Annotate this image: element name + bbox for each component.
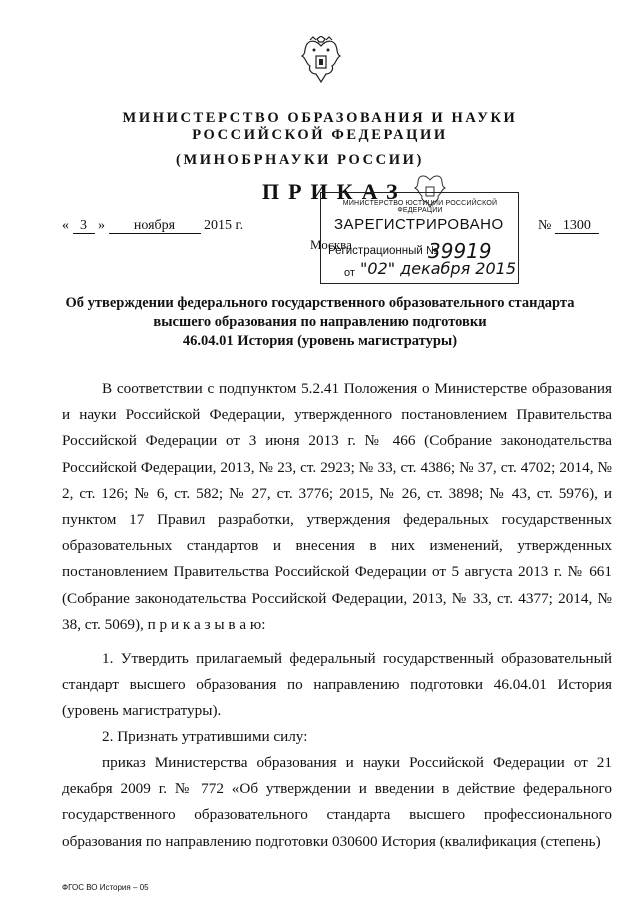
order-number [538, 218, 599, 234]
stamp-from-date: "02" декабря 2015 [360, 259, 516, 278]
item-1-paragraph: 1. Утвердить прилагаемый федеральный государственный образовательный стандарт высшего образования по направлению подготовки 46.04.01 История (уровень магистратуры). [62, 650, 612, 720]
number-label: № [538, 218, 552, 233]
date-day: 3 [73, 218, 95, 234]
item-2-heading: 2. Признать утратившими силу: [102, 728, 308, 745]
order-title: ПРИКАЗ [262, 179, 407, 204]
order-subject-line2: высшего образования по направлению подготовки [153, 314, 487, 330]
ministry-name-line1: МИНИСТЕРСТВО ОБРАЗОВАНИЯ И НАУКИ [122, 110, 518, 126]
date-month: ноября [109, 218, 201, 234]
date-open-quote: « [62, 218, 69, 233]
number-value: 1300 [555, 218, 599, 234]
stamp-reg-label: Регистрационный № [328, 245, 439, 257]
footer-note: ФГОС ВО История – 05 [62, 883, 149, 892]
stamp-registered: ЗАРЕГИСТРИРОВАНО [334, 216, 504, 233]
registration-stamp [320, 158, 520, 286]
date-close-quote: » [98, 218, 105, 233]
city: Москва [310, 237, 352, 252]
ministry-name-line2: РОССИЙСКОЙ ФЕДЕРАЦИИ [192, 127, 448, 143]
stamp-reg-number: 39919 [428, 239, 492, 263]
stamp-from-label: от [344, 267, 355, 279]
coat-of-arms-emblem-icon [298, 36, 344, 86]
preamble-paragraph: В соответствии с подпунктом 5.2.41 Положения о Министерстве образования и науки Российской Федерации, утвержденного постановлением Правительства Российской Федерации от 3 июня 2013 г. № 466 (Собрание законодательства Российской Федерации, 2013, № 23, ст. 2923; № 33, ст. 4386; № 37, ст. 4702; 2014, № 2, ст. 126; № 6, ст. 582; № 27, ст. 3776; 2015, № 26, ст. 3898; № 43, ст. 5976), и пунктом 17 Правил разработки, утверждения федеральных государственных образовательных стандартов и внесения в них изменений, утвержденных постановлением Правительства Российской Федерации от 5 августа 2013 г. № 661 (Собрание законодательства Российской Федерации, 2013, № 33, ст. 4377; 2014, № 38, ст. 5069), п р и к а з ы в а ю: [62, 380, 612, 633]
order-date [62, 218, 243, 234]
order-subject-line1: Об утверждении федерального государственного образовательного стандарта [65, 295, 575, 311]
stamp-ministry: МИНИСТЕРСТВО ЮСТИЦИИ РОССИЙСКОЙ ФЕДЕРАЦИИ [342, 200, 498, 214]
date-year: 2015 г. [204, 218, 244, 233]
order-subject-line3: 46.04.01 История (уровень магистратуры) [182, 333, 458, 349]
ministry-short-name: (МИНОБРНАУКИ РОССИИ) [176, 152, 424, 168]
item-2-text: приказ Министерства образования и науки Российской Федерации от 21 декабря 2009 г. № 772 «Об утверждении и введении в действие федерального государственного образовательного стандарта высшего профессионального образования по направлению подготовки 030600 История (квалификация (степень) [62, 754, 612, 850]
